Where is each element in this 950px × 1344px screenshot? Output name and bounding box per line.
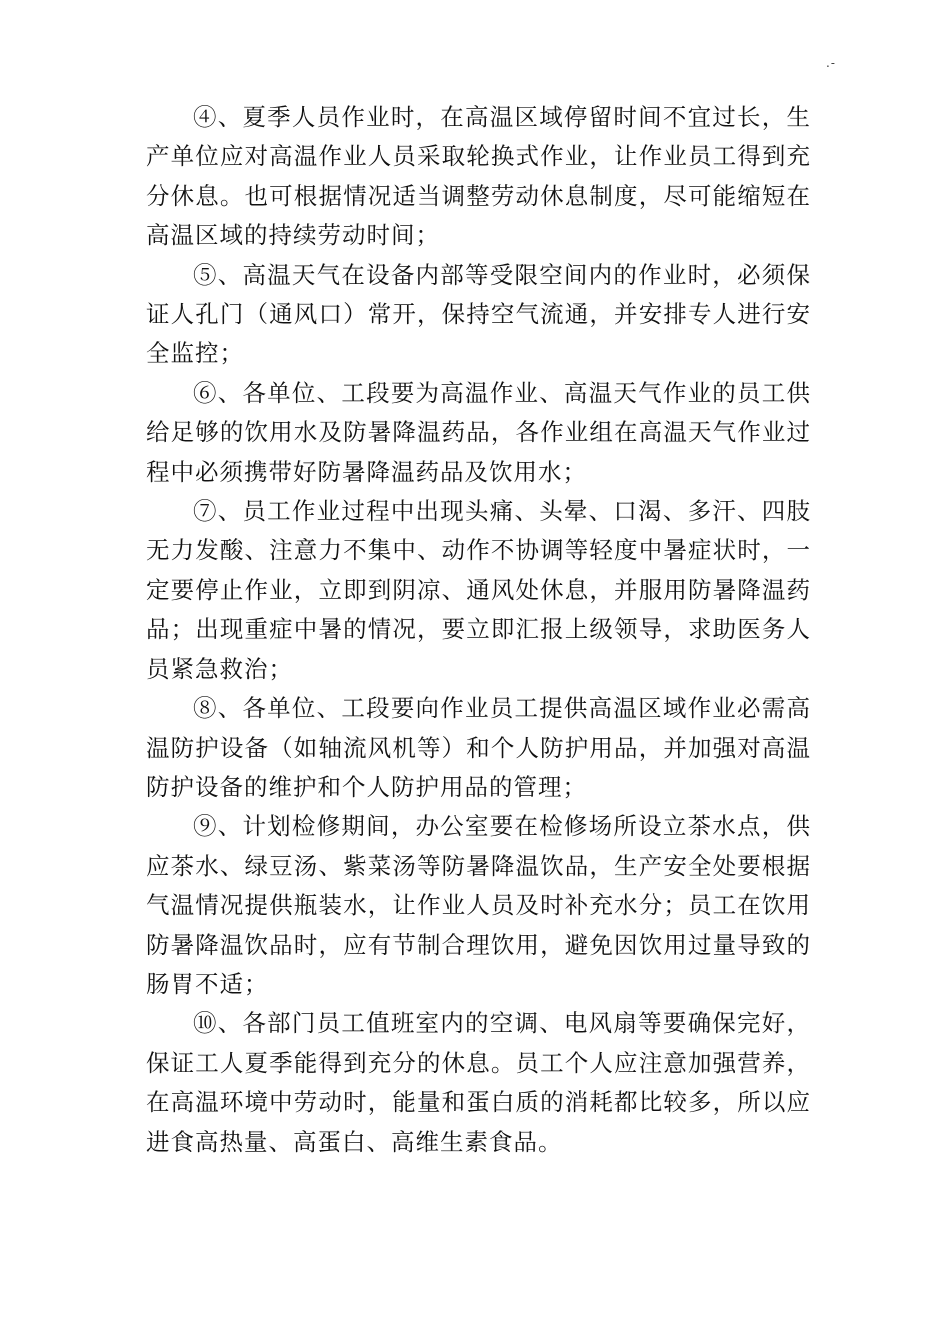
paragraph-item-10: ⑩、各部门员工值班室内的空调、电风扇等要确保完好，保证工人夏季能得到充分的休息。员工个人应注意加强营养，在高温环境中劳动时，能量和蛋白质的消耗都比较多，所以应进食高热量、高蛋白、高维生素食品。 <box>146 1009 811 1156</box>
header-mark: .- <box>826 56 836 70</box>
paragraph-item-8: ⑧、各单位、工段要向作业员工提供高温区域作业必需高温防护设备（如轴流风机等）和个人防护用品，并加强对高温防护设备的维护和个人防护用品的管理； <box>146 694 811 801</box>
paragraph-item-7: ⑦、员工作业过程中出现头痛、头晕、口渴、多汗、四肢无力发酸、注意力不集中、动作不协调等轻度中暑症状时，一定要停止作业，立即到阴凉、通风处休息，并服用防暑降温药品；出现重症中暑的情况，要立即汇报上级领导，求助医务人员紧急救治； <box>146 497 811 683</box>
paragraph-item-9: ⑨、计划检修期间，办公室要在检修场所设立茶水点，供应茶水、绿豆汤、紫菜汤等防暑降温饮品，生产安全处要根据气温情况提供瓶装水，让作业人员及时补充水分；员工在饮用防暑降温饮品时，应有节制合理饮用，避免因饮用过量导致的肠胃不适； <box>146 812 811 998</box>
paragraph-item-5: ⑤、高温天气在设备内部等受限空间内的作业时，必须保证人孔门（通风口）常开，保持空气流通，并安排专人进行安全监控； <box>146 260 811 368</box>
document-body <box>146 98 811 1162</box>
paragraph-item-6: ⑥、各单位、工段要为高温作业、高温天气作业的员工供给足够的饮用水及防暑降温药品，各作业组在高温天气作业过程中必须携带好防暑降温药品及饮用水； <box>146 378 811 486</box>
paragraph-item-4: ④、夏季人员作业时，在高温区域停留时间不宜过长，生产单位应对高温作业人员采取轮换式作业，让作业员工得到充分休息。也可根据情况适当调整劳动休息制度，尽可能缩短在高温区域的持续劳动时间； <box>146 103 811 250</box>
